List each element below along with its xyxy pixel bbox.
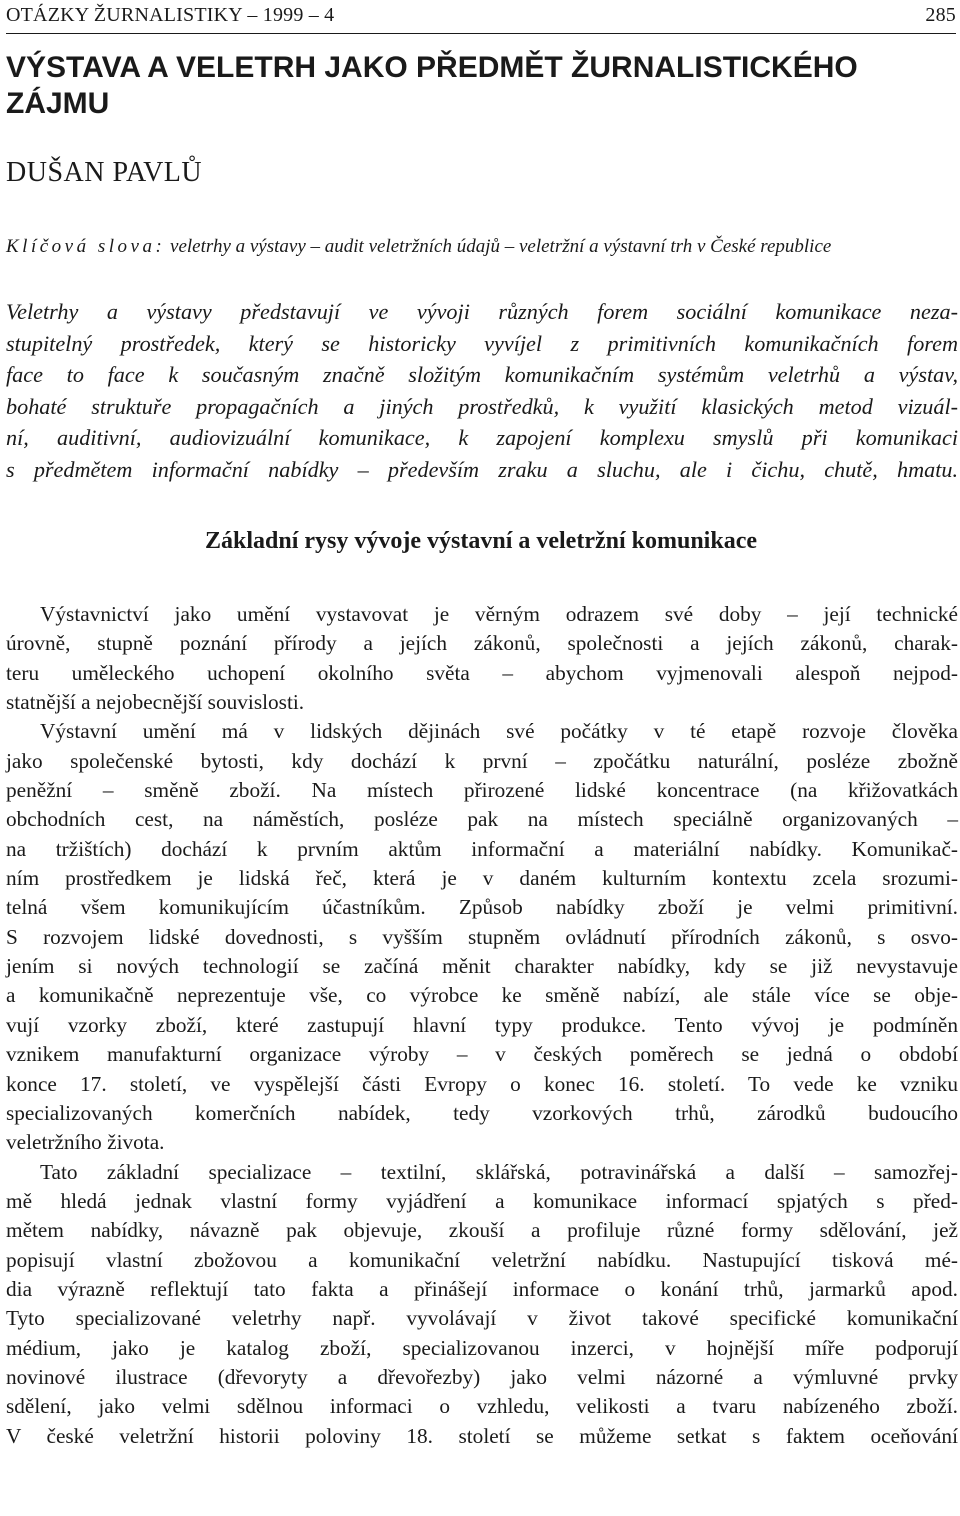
article-title: VÝSTAVA A VELETRH JAKO PŘEDMĚT ŽURNALISTICKÉHO ZÁJMU bbox=[6, 51, 858, 120]
body-line: sdělení, jako velmi sdělnou informaci o vzhledu, velikosti a tvaru nabízeného zboží. bbox=[6, 1394, 958, 1419]
body-line: S rozvojem lidské dovednosti, s vyšším stupněm ovládnutí přírodních zákonů, s osvo- bbox=[6, 924, 958, 949]
body-line: specializovaných komerčních nabídek, tedy vzorkových trhů, zárodků budoucího bbox=[6, 1100, 958, 1125]
abstract-line: face to face k současným značně složitým komunikačním systémům veletrhů a výstav, bbox=[6, 362, 958, 387]
body-line: ním prostředkem je lidská řeč, která je v daném kulturním kontextu zcela srozumi- bbox=[6, 866, 958, 891]
body-line: a komunikačně neprezentuje vše, co výrobce ke směně nabízí, ale stále více se obje- bbox=[6, 983, 958, 1008]
body-line: popisují vlastní zbožovou a komunikační veletržní nabídku. Nastupující tisková mé- bbox=[6, 1247, 958, 1272]
body-line: Výstavnictví jako umění vystavovat je věrným odrazem své doby – její technické bbox=[40, 602, 958, 626]
body-line: na tržištích) dochází k prvním aktům informační a materiální nabídky. Komunikač- bbox=[6, 836, 958, 861]
abstract-line: bohaté struktuře propagačních a jiných prostředků, k využití klasických metod vizuál- bbox=[6, 393, 958, 419]
body-line: Tato základní specializace – textilní, sklářská, potravinářská a další – samozřej- bbox=[40, 1159, 958, 1184]
body-line: jako společenské bytosti, kdy dochází k první – zpočátku naturální, posléze zbožně bbox=[6, 748, 958, 773]
body-line: mě hledá jednak vlastní formy vyjádření a komunikace informací spjatých s před- bbox=[6, 1188, 958, 1213]
article-author: DUŠAN PAVLŮ bbox=[6, 157, 203, 188]
section-heading: Základní rysy vývoje výstavní a veletržní komunikace bbox=[204, 528, 757, 554]
journal-name: OTÁZKY ŽURNALISTIKY – 1999 – 4 bbox=[6, 4, 335, 26]
abstract-line: stupitelný prostředek, který se historicky vyvíjel z primitivních komunikačních forem bbox=[6, 330, 958, 356]
body-line: jením si nových technologií se začíná měnit charakter nabídky, kdy se již nevystavuje bbox=[6, 954, 958, 979]
keywords-label: Klíčová slova: bbox=[6, 236, 166, 257]
abstract-line: Veletrhy a výstavy představují ve vývoji různých forem sociální komunikace neza- bbox=[6, 299, 958, 324]
abstract-line: s předmětem informační nabídky – především zraku a sluchu, ale i čichu, chutě, hmatu. bbox=[6, 456, 958, 482]
body-line: V české veletržní historii poloviny 18. století se můžeme setkat s faktem oceňování bbox=[6, 1423, 958, 1448]
body-line: teru uměleckého uchopení okolního světa – abychom vyjmenovali alespoň nejpod- bbox=[6, 660, 958, 685]
body-line: dia výrazně reflektují tato fakta a přinášejí informace o konání trhů, jarmarků apod. bbox=[6, 1276, 958, 1301]
body-line: médium, jako je katalog zboží, specializovanou inzerci, v hojnější míře podporují bbox=[6, 1335, 958, 1360]
keywords-line bbox=[6, 236, 956, 258]
body-line: vznikem manufakturní organizace výroby – v českých poměrech se jedná o období bbox=[6, 1042, 958, 1067]
body-line: vují vzorky zboží, které zastupují hlavní typy produkce. Tento vývoj je podmíněn bbox=[6, 1012, 958, 1037]
abstract-line: ní, auditivní, audiovizuální komunikace, k zapojení komplexu smyslů při komunikaci bbox=[6, 425, 958, 450]
body-text bbox=[6, 600, 958, 1451]
body-line: veletržního života. bbox=[6, 1130, 165, 1155]
body-line: statnější a nejobecnější souvislosti. bbox=[6, 690, 305, 715]
keywords-text: veletrhy a výstavy – audit veletržních údajů – veletržní a výstavní trh v České republice bbox=[170, 236, 832, 257]
abstract bbox=[6, 296, 958, 485]
body-line: Tyto specializované veletrhy např. vyvolávají v život takové specifické komunikační bbox=[6, 1306, 958, 1331]
body-line: úrovně, stupně poznání přírody a jejích zákonů, společnosti a jejích zákonů, charak- bbox=[6, 631, 958, 656]
body-line: telná všem komunikujícím účastníkům. Způsob nabídky zboží je velmi primitivní. bbox=[6, 895, 958, 920]
header-rule bbox=[6, 33, 956, 34]
body-line: konce 17. století, ve vyspělejší části Evropy o konec 16. století. To vede ke vzniku bbox=[6, 1071, 958, 1096]
page-number: 285 bbox=[925, 4, 956, 26]
body-line: obchodních cest, na náměstích, posléze pak na místech speciálně organizovaných – bbox=[6, 807, 958, 832]
body-line: novinové ilustrace (dřevoryty a dřevořezby) jako velmi názorné a výmluvné prvky bbox=[6, 1364, 958, 1389]
body-line: Výstavní umění má v lidských dějinách své počátky v té etapě rozvoje člověka bbox=[40, 719, 958, 744]
body-line: peněžní – směně zboží. Na místech přirozené lidské koncentrace (na křižovatkách bbox=[6, 778, 958, 803]
body-line: mětem nabídky, návazně pak objevuje, zkouší a profiluje různé formy sdělování, jež bbox=[6, 1218, 958, 1243]
